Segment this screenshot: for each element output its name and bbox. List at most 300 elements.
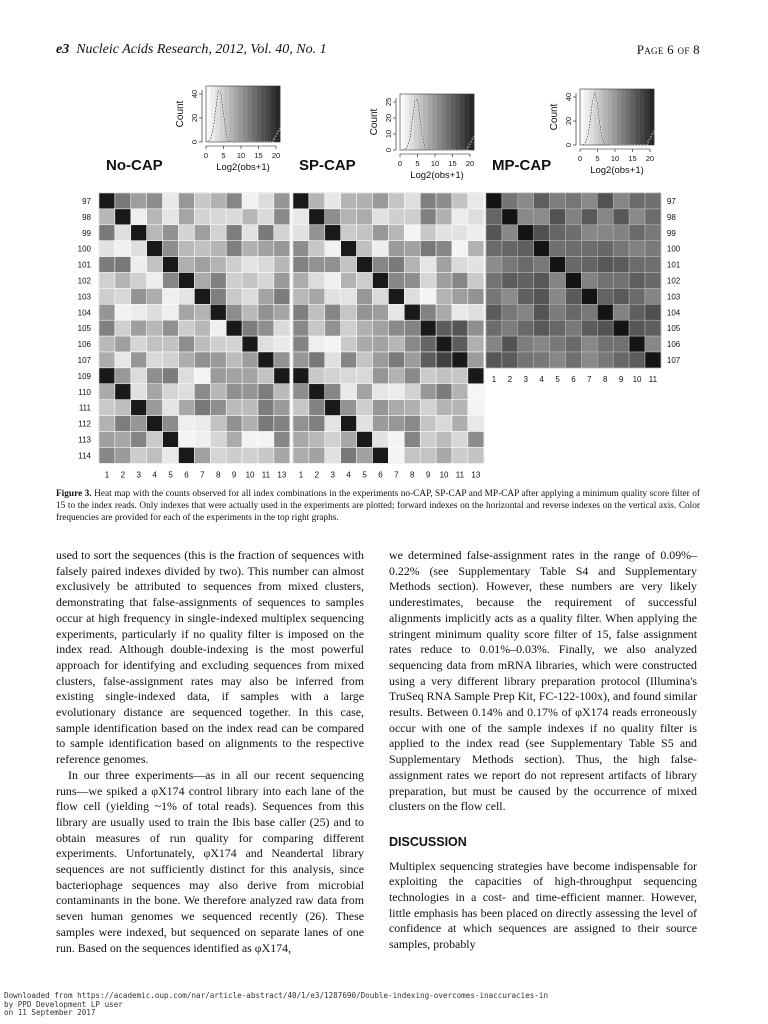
heatmap-cell [502,320,518,336]
heatmap-cell [502,209,518,225]
heatmap-cell [131,336,147,352]
heatmap-cell [468,304,484,320]
heatmap-cell [341,352,357,368]
column-label: 6 [184,470,189,480]
heatmap-cell [258,447,274,463]
heatmap-cell [486,225,502,241]
heatmap-cell [373,384,389,400]
column-label: 2 [120,470,126,480]
heatmap-cell [357,400,373,416]
heatmap-cell [373,288,389,304]
heatmap-cell [518,288,534,304]
heatmap-cell [226,384,242,400]
heatmap-cell [388,384,404,400]
heatmap-cell [147,241,163,257]
column-label: 2 [314,470,320,480]
heatmap-cell [404,241,420,257]
heatmap-cell [242,209,258,225]
heatmap-cell [341,209,357,225]
heatmap-cell [452,432,468,448]
heatmap-cell [115,400,131,416]
heatmap-cell [357,384,373,400]
heatmap-cell [325,209,341,225]
heatmap-cell [274,432,290,448]
heatmap-cell [131,400,147,416]
heatmap-cell [550,336,566,352]
heatmap-cell [388,304,404,320]
heatmap-cell [436,336,452,352]
heatmap-cell [163,225,179,241]
heatmap-cell [645,225,661,241]
heatmap-cell [420,384,436,400]
row-label: 106 [77,340,91,350]
x-axis-label: Log2(obs+1) [410,170,464,181]
heatmap-cell [179,193,195,209]
color-key-band [248,86,253,142]
heatmap-cell [258,241,274,257]
y-tick-label: 0 [564,142,573,148]
heatmap-cell [210,320,226,336]
heatmap-cell [436,320,452,336]
heatmap-cell [613,304,629,320]
heatmap-cell [404,416,420,432]
heatmap-cell [147,273,163,289]
heatmap-cell [258,416,274,432]
heatmap-cell [468,416,484,432]
x-tick-label: 5 [415,159,420,168]
heatmap-cell [147,352,163,368]
row-label: 97 [82,196,91,206]
heatmap-cell [629,288,645,304]
heatmap-cell [325,352,341,368]
heatmap-cell [613,352,629,368]
x-tick-label: 10 [610,154,620,163]
heatmap-cell [179,447,195,463]
row-label: 111 [78,403,91,413]
heatmap-cell [645,257,661,273]
row-label: 100 [77,244,91,254]
heatmap-cell [147,416,163,432]
heatmap-cell [274,209,290,225]
heatmap-cell [341,304,357,320]
y-tick-label: 10 [384,129,393,139]
download-footer [4,992,548,1018]
row-label: 107 [77,355,91,365]
heatmap-cell [194,304,210,320]
heatmap-cell [373,241,389,257]
heatmap-cell [404,193,420,209]
heatmap-cell [115,320,131,336]
color-key-band [257,86,262,142]
heatmap-cell [468,288,484,304]
heatmap-cell [629,336,645,352]
y-axis-label: Count [175,100,186,128]
heatmap-cell [99,352,115,368]
figure-3 [0,0,768,490]
heatmap-cell [518,304,534,320]
color-key-band [437,94,442,150]
row-label: 100 [666,244,681,254]
heatmap-cell [179,336,195,352]
heatmap-cell [404,225,420,241]
heatmap-cell [502,193,518,209]
heatmap-cell [452,447,468,463]
heatmap-cell [373,225,389,241]
heatmap-cell [420,368,436,384]
heatmap-cell [486,352,502,368]
heatmap-cell [534,352,550,368]
heatmap-cell [373,336,389,352]
heatmap-cell [258,288,274,304]
heatmap-cell [147,304,163,320]
heatmap-cell [179,288,195,304]
row-label: 101 [666,260,681,270]
heatmap-cell [226,447,242,463]
heatmap-cell [388,400,404,416]
heatmap-cell [373,400,389,416]
heatmap-cell [581,288,597,304]
heatmap-cell [534,273,550,289]
heatmap-cell [309,209,325,225]
heatmap-cell [179,241,195,257]
heatmap-cell [597,241,613,257]
heatmap-cell [566,288,582,304]
heatmap-cell [226,209,242,225]
heatmap-cell [468,193,484,209]
heatmap-cell [309,336,325,352]
heatmap-cell [242,447,258,463]
heatmap-cell [210,225,226,241]
heatmap-cell [420,336,436,352]
heatmap-cell [325,432,341,448]
heatmap-cell [147,288,163,304]
heatmap-cell [388,336,404,352]
heatmap-cell [420,416,436,432]
heatmap-cell [99,304,115,320]
heatmap-cell [452,288,468,304]
color-key-band [442,94,447,150]
column-label: 8 [603,374,608,384]
heatmap-cell [518,241,534,257]
heatmap-cell [258,368,274,384]
heatmap-cell [581,257,597,273]
row-label: 99 [666,228,676,238]
heatmap-cell [242,320,258,336]
heatmap-cell [274,288,290,304]
row-label: 103 [77,292,91,302]
column-label: 1 [298,470,304,480]
heatmap-cell [452,225,468,241]
heatmap-cell [566,336,582,352]
heatmap-cell [420,304,436,320]
row-label: 98 [82,212,91,222]
heatmap-cell [452,384,468,400]
column-label: 2 [507,374,513,384]
heatmap-cell [597,209,613,225]
color-key-band [460,94,465,150]
heatmap-cell [179,209,195,225]
heatmap-cell [194,432,210,448]
column-label: 9 [425,470,431,480]
heatmap-cell [293,209,309,225]
heatmap-cell [242,352,258,368]
heatmap-cell [274,336,290,352]
heatmap-cell [163,416,179,432]
x-tick-label: 15 [254,151,263,160]
heatmap-cell [194,288,210,304]
heatmap-cell [293,193,309,209]
row-label: 101 [77,260,91,270]
heatmap-cell [258,400,274,416]
heatmap-cell [404,447,420,463]
heatmap-cell [293,352,309,368]
heatmap-cell [147,384,163,400]
heatmap-cell [131,209,147,225]
heatmap-cell [550,209,566,225]
heatmap-cell [518,225,534,241]
heatmap-cell [258,304,274,320]
heatmap-cell [502,273,518,289]
heatmap-cell [293,416,309,432]
color-key-band [640,89,645,145]
heatmap-cell [468,384,484,400]
heatmap-cell [115,304,131,320]
heatmap-cell [309,304,325,320]
heatmap-cell [194,193,210,209]
heatmap-cell [629,225,645,241]
heatmap-cell [210,193,226,209]
heatmap-cell [502,257,518,273]
heatmap-cell [629,320,645,336]
heatmap-cell [325,225,341,241]
heatmap-cell [645,241,661,257]
heatmap-cell [309,447,325,463]
heatmap-cell [293,225,309,241]
heatmap-cell [163,288,179,304]
y-tick-label: 20 [190,113,199,123]
heatmap-cell [341,447,357,463]
y-tick-label: 0 [190,139,199,145]
x-tick-label: 20 [271,151,281,160]
column-label: 10 [245,470,255,480]
column-label: 4 [152,470,157,480]
heatmap-cell [163,352,179,368]
color-key-band [599,89,604,145]
heatmap-cell [613,225,629,241]
heatmap-cell [293,384,309,400]
heatmap-cell [581,241,597,257]
heatmap-cell [194,447,210,463]
column-label: 7 [587,374,592,384]
heatmap-cell [357,432,373,448]
figure-label: Figure 3. [56,489,92,499]
heatmap-cell [597,336,613,352]
heatmap-cell [226,368,242,384]
heatmap-cell [309,320,325,336]
heatmap-cell [357,320,373,336]
row-label: 102 [77,276,91,286]
heatmap-cell [645,320,661,336]
heatmap-cell [115,368,131,384]
heatmap-cell [486,273,502,289]
heatmap-cell [550,352,566,368]
heatmap-cell [325,273,341,289]
x-tick-label: 5 [595,154,600,163]
heatmap-cell [226,432,242,448]
heatmap-cell [373,273,389,289]
heatmap-cell [566,352,582,368]
x-tick-label: 15 [628,154,637,163]
heatmap-cell [258,273,274,289]
heatmap-cell [420,241,436,257]
heatmap-cell [534,288,550,304]
heatmap-cell [99,320,115,336]
y-tick-label: 25 [384,97,393,107]
journal-prefix: e3 [56,42,70,57]
heatmap-cell [629,193,645,209]
row-label: 104 [666,308,681,318]
heatmap-cell [581,273,597,289]
heatmap-cell [258,209,274,225]
heatmap-cell [131,320,147,336]
heatmap-cell [293,257,309,273]
column-label: 13 [277,470,287,480]
heatmap-cell [147,400,163,416]
heatmap-cell [163,400,179,416]
heatmap-cell [452,273,468,289]
heatmap-cell [194,352,210,368]
heatmap-cell [613,257,629,273]
paragraph: Multiplex sequencing strategies have become indispensable for exploiting the capacities of high-throughput sequencing technologies in a cost- and time-efficient manner. However, little emphasis has been placed on directly assessing the level of confidence at which sequences are assigned to their source samples, probably [389,858,697,952]
heatmap-cell [357,304,373,320]
x-tick-label: 20 [465,159,475,168]
heatmap-cell [293,447,309,463]
heatmap-cell [420,352,436,368]
color-key-band [432,94,437,150]
heatmap-cell [194,273,210,289]
heatmap-cell [550,288,566,304]
heatmap-cell [274,241,290,257]
heatmap-cell [309,288,325,304]
heatmap-cell [226,320,242,336]
heatmap-cell [502,225,518,241]
heatmap-cell [486,193,502,209]
heatmap-cell [242,304,258,320]
x-axis-label: Log2(obs+1) [590,165,644,176]
heatmap-cell [534,320,550,336]
paragraph: used to sort the sequences (this is the fraction of sequences with falsely paired indexes divided by two). This number can almost exclusively be attributed to sequences from mixed clusters, demonstrating that false-assignments of sequences to samples occur at high frequency in single-indexed multiplex sequencing experiments, particularly if no quality filter is imposed on the index read. Although double-indexing is the most powerful approach for identifying and excluding sequences from mixed clusters, false-assignment rates may also be inferred from existing single-indexed data, if samples with a large evolutionary distance are sequenced together. In this case, sample identification based on the index read can be compared to sample identification based on alignments to the respective reference genomes. [56,548,364,767]
panel-title: No-CAP [106,157,163,174]
heatmap-cell [309,273,325,289]
heatmap-cell [226,416,242,432]
y-axis-label: Count [369,108,380,136]
heatmap-cell [325,304,341,320]
heatmap-cell [597,257,613,273]
heatmap-cell [566,257,582,273]
heatmap-cell [566,209,582,225]
row-label: 102 [666,276,681,286]
heatmap-cell [629,273,645,289]
left-column [56,548,364,956]
heatmap-cell [388,273,404,289]
figure-caption [56,488,700,524]
heatmap-cell [309,193,325,209]
heatmap-cell [629,304,645,320]
heatmap-cell [341,400,357,416]
heatmap-cell [131,193,147,209]
heatmap-cell [436,241,452,257]
heatmap-cell [645,209,661,225]
heatmap-cell [581,209,597,225]
heatmap-cell [293,400,309,416]
heatmap-cell [147,320,163,336]
heatmap-cell [613,273,629,289]
heatmap-cell [210,257,226,273]
row-label: 99 [82,228,91,238]
x-tick-label: 15 [448,159,457,168]
column-label: 9 [231,470,237,480]
heatmap-cell [147,257,163,273]
heatmap-cell [115,193,131,209]
heatmap-cell [629,209,645,225]
heatmap-cell [357,225,373,241]
heatmap-cell [226,241,242,257]
column-label: 13 [471,470,481,480]
heatmap-cell [468,368,484,384]
heatmap-cell [226,273,242,289]
color-key-band [266,86,271,142]
heatmap-cell [194,384,210,400]
heatmap-cell [163,368,179,384]
column-label: 3 [136,470,141,480]
heatmap-cell [388,432,404,448]
heatmap-cell [613,241,629,257]
color-key-band [603,89,608,145]
heatmap-cell [341,288,357,304]
color-key-band [234,86,239,142]
row-label: 109 [77,371,91,381]
heatmap-cell [99,257,115,273]
heatmap-cell [357,336,373,352]
heatmap-cell [115,447,131,463]
heatmap-cell [486,241,502,257]
heatmap-cell [534,257,550,273]
column-label: 10 [632,374,642,384]
heatmap-cell [99,241,115,257]
heatmap-cell [534,241,550,257]
heatmap-cell [226,193,242,209]
color-key-band [451,94,456,150]
heatmap-cell [645,352,661,368]
heatmap-cell [502,336,518,352]
heatmap-cell [131,352,147,368]
x-tick-label: 20 [645,154,655,163]
heatmap-cell [566,320,582,336]
heatmap-cell [468,225,484,241]
color-key-band [465,94,470,150]
caption-text: Heat map with the counts observed for all index combinations in the experiments no-CAP, SP-CAP and MP-CAP after applying a minimum quality score filter of 15 to the index reads. Only indexes that were actually used in the experiments are plotted; forward indexes on the horizontal and reverse indexes on the vertical axis. Color frequencies are provided for each of the experiments in the top right graphs. [56,489,700,523]
heatmap-cell [452,304,468,320]
heatmap-cell [210,384,226,400]
heatmap-cell [179,225,195,241]
heatmap-cell [468,432,484,448]
heatmap-cell [486,304,502,320]
x-tick-label: 0 [397,159,403,168]
x-axis-label: Log2(obs+1) [216,162,270,173]
heatmap-cell [309,368,325,384]
footer-line: on 11 September 2017 [4,1008,96,1018]
heatmap-cell [99,447,115,463]
